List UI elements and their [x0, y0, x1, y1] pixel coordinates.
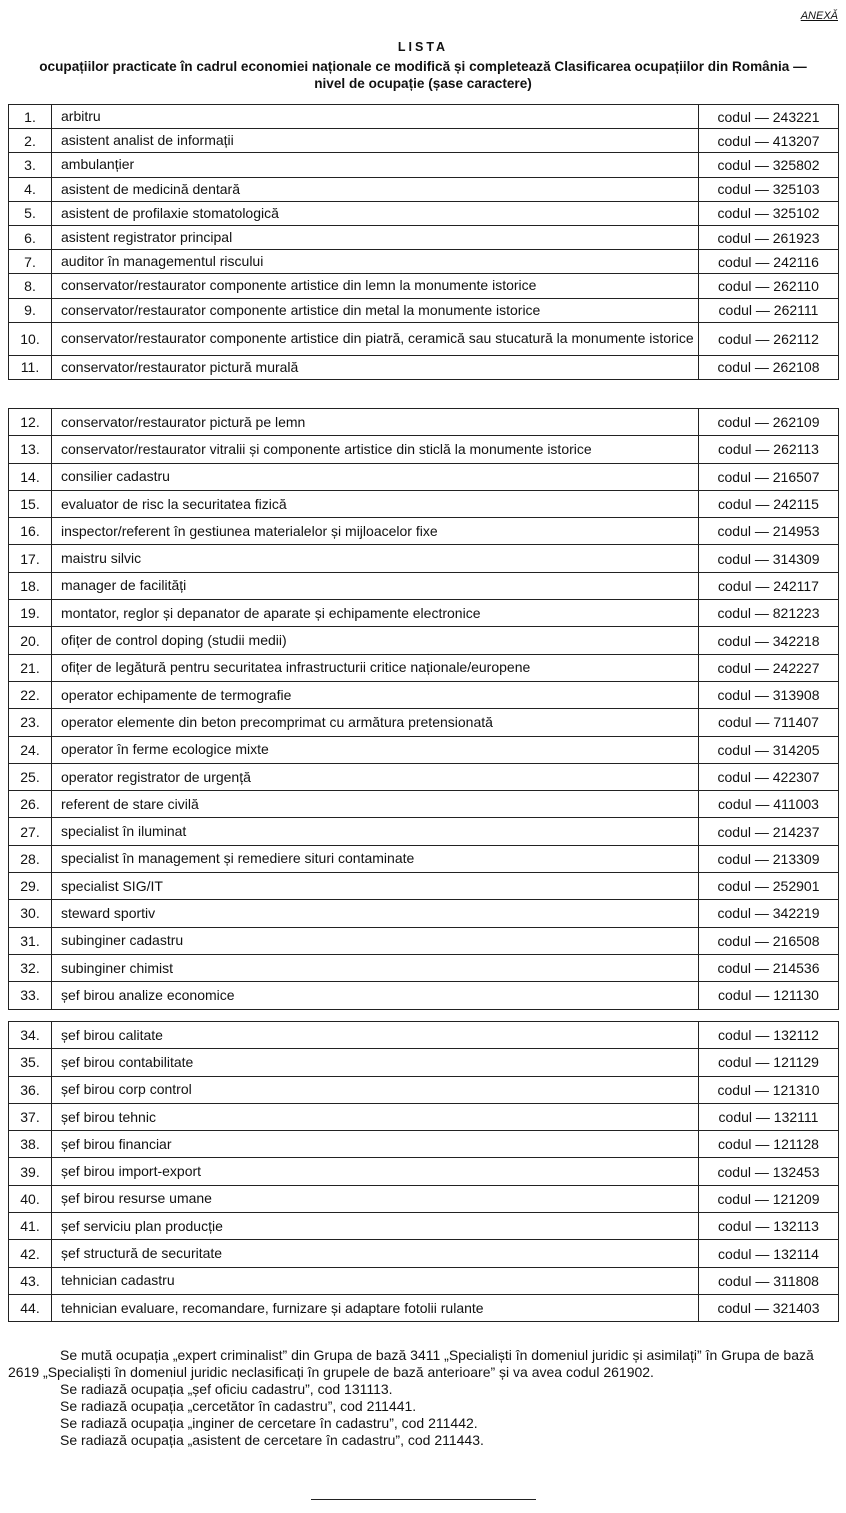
occupation-code: codul — 821223 [699, 600, 839, 627]
occupation-code: codul — 214953 [699, 518, 839, 545]
table-row [9, 572, 839, 599]
table-row [9, 463, 839, 490]
occupation-code: codul — 243221 [699, 105, 839, 129]
table-row [9, 982, 839, 1009]
table-row [9, 490, 839, 517]
amendment-notes [8, 1347, 840, 1449]
occupation-code: codul — 422307 [699, 763, 839, 790]
occupation-code: codul — 321403 [699, 1294, 839, 1321]
occupation-name: asistent registrator principal [52, 225, 699, 249]
occupation-code: codul — 132112 [699, 1022, 839, 1049]
occupation-code: codul — 214536 [699, 954, 839, 981]
row-number: 29. [9, 873, 52, 900]
occupation-name: operator elemente din beton precomprimat cu armătura pretensionată [52, 709, 699, 736]
occupation-name: conservator/restaurator componente artistice din piatră, ceramică sau stucatură la monumente istorice [52, 322, 699, 355]
occupation-code: codul — 216507 [699, 463, 839, 490]
occupation-name: evaluator de risc la securitatea fizică [52, 490, 699, 517]
occupation-code: codul — 262110 [699, 274, 839, 298]
row-number: 5. [9, 201, 52, 225]
table-row [9, 409, 839, 436]
table-row [9, 105, 839, 129]
note-removal: Se radiază ocupația „șef oficiu cadastru”, cod 131113. [60, 1381, 393, 1397]
table-row [9, 1103, 839, 1130]
occupation-code: codul — 252901 [699, 873, 839, 900]
occupation-name: conservator/restaurator vitralii și componente artistice din sticlă la monumente istorice [52, 436, 699, 463]
table-row [9, 1240, 839, 1267]
occupation-code: codul — 411003 [699, 791, 839, 818]
row-number: 11. [9, 355, 52, 379]
row-number: 28. [9, 845, 52, 872]
table-row [9, 600, 839, 627]
occupation-code: codul — 132113 [699, 1213, 839, 1240]
note-move-occupation: Se mută ocupația „expert criminalist” din Grupa de bază 3411 „Specialiști în domeniul juridic și asimilați” în Grupa de bază 2619 „Specialiști în domeniul juridic neclasificați în grupele de bază anterioare” și va avea codul 261902. [8, 1347, 814, 1380]
table-row [9, 1294, 839, 1321]
annex-label: ANEXĂ [800, 10, 838, 22]
occupation-code: codul — 325103 [699, 177, 839, 201]
row-number: 8. [9, 274, 52, 298]
occupations-table-part-1 [8, 104, 839, 380]
document-title: LISTA [397, 40, 449, 54]
occupation-code: codul — 242227 [699, 654, 839, 681]
occupation-name: asistent analist de informații [52, 129, 699, 153]
occupation-name: șef birou calitate [52, 1022, 699, 1049]
row-number: 39. [9, 1158, 52, 1185]
table-row [9, 681, 839, 708]
row-number: 17. [9, 545, 52, 572]
table-row [9, 791, 839, 818]
occupation-name: maistru silvic [52, 545, 699, 572]
row-number: 41. [9, 1213, 52, 1240]
table-row [9, 1022, 839, 1049]
row-number: 7. [9, 250, 52, 274]
row-number: 19. [9, 600, 52, 627]
document-subtitle [6, 58, 840, 92]
table-row [9, 177, 839, 201]
occupations-table-part-3 [8, 1021, 839, 1322]
occupation-code: codul — 242116 [699, 250, 839, 274]
occupation-code: codul — 325802 [699, 153, 839, 177]
row-number: 9. [9, 298, 52, 322]
occupation-code: codul — 121128 [699, 1131, 839, 1158]
table-row [9, 654, 839, 681]
occupation-name: asistent de profilaxie stomatologică [52, 201, 699, 225]
table-row [9, 225, 839, 249]
occupation-code: codul — 242117 [699, 572, 839, 599]
occupation-name: subinginer cadastru [52, 927, 699, 954]
row-number: 26. [9, 791, 52, 818]
occupation-name: referent de stare civilă [52, 791, 699, 818]
table-row [9, 954, 839, 981]
occupation-code: codul — 121130 [699, 982, 839, 1009]
occupation-code: codul — 261923 [699, 225, 839, 249]
occupation-code: codul — 121310 [699, 1076, 839, 1103]
occupation-code: codul — 132453 [699, 1158, 839, 1185]
occupation-name: șef birou corp control [52, 1076, 699, 1103]
row-number: 36. [9, 1076, 52, 1103]
occupation-name: șef birou analize economice [52, 982, 699, 1009]
row-number: 16. [9, 518, 52, 545]
table-row [9, 1158, 839, 1185]
row-number: 14. [9, 463, 52, 490]
table-row [9, 709, 839, 736]
occupation-name: ambulanțier [52, 153, 699, 177]
row-number: 20. [9, 627, 52, 654]
occupation-name: șef birou tehnic [52, 1103, 699, 1130]
note-removal: Se radiază ocupația „asistent de cercetare în cadastru”, cod 211443. [60, 1432, 484, 1448]
row-number: 38. [9, 1131, 52, 1158]
occupation-code: codul — 262111 [699, 298, 839, 322]
occupation-code: codul — 132111 [699, 1103, 839, 1130]
table-row [9, 763, 839, 790]
occupation-code: codul — 121129 [699, 1049, 839, 1076]
row-number: 31. [9, 927, 52, 954]
table-row [9, 518, 839, 545]
occupation-name: șef structură de securitate [52, 1240, 699, 1267]
occupation-name: steward sportiv [52, 900, 699, 927]
occupation-name: arbitru [52, 105, 699, 129]
occupation-code: codul — 314205 [699, 736, 839, 763]
occupation-code: codul — 262109 [699, 409, 839, 436]
row-number: 32. [9, 954, 52, 981]
occupation-name: subinginer chimist [52, 954, 699, 981]
occupation-name: specialist în management și remediere situri contaminate [52, 845, 699, 872]
occupation-code: codul — 214237 [699, 818, 839, 845]
table-row [9, 545, 839, 572]
occupation-name: tehnician evaluare, recomandare, furnizare și adaptare fotolii rulante [52, 1294, 699, 1321]
occupation-name: specialist în iluminat [52, 818, 699, 845]
row-number: 24. [9, 736, 52, 763]
row-number: 21. [9, 654, 52, 681]
row-number: 44. [9, 1294, 52, 1321]
occupation-code: codul — 213309 [699, 845, 839, 872]
occupation-name: conservator/restaurator pictură pe lemn [52, 409, 699, 436]
end-of-document-divider [311, 1499, 536, 1500]
row-number: 15. [9, 490, 52, 517]
occupation-name: tehnician cadastru [52, 1267, 699, 1294]
occupation-code: codul — 413207 [699, 129, 839, 153]
occupation-name: ofițer de control doping (studii medii) [52, 627, 699, 654]
occupation-name: șef birou resurse umane [52, 1185, 699, 1212]
table-row [9, 274, 839, 298]
table-row [9, 298, 839, 322]
row-number: 10. [9, 322, 52, 355]
table-row [9, 153, 839, 177]
table-row [9, 1213, 839, 1240]
occupation-name: șef birou contabilitate [52, 1049, 699, 1076]
occupation-name: șef serviciu plan producție [52, 1213, 699, 1240]
row-number: 22. [9, 681, 52, 708]
occupation-code: codul — 314309 [699, 545, 839, 572]
occupation-code: codul — 121209 [699, 1185, 839, 1212]
row-number: 33. [9, 982, 52, 1009]
occupation-code: codul — 262108 [699, 355, 839, 379]
occupation-code: codul — 342219 [699, 900, 839, 927]
occupation-name: conservator/restaurator componente artistice din lemn la monumente istorice [52, 274, 699, 298]
occupation-name: asistent de medicină dentară [52, 177, 699, 201]
row-number: 43. [9, 1267, 52, 1294]
row-number: 18. [9, 572, 52, 599]
table-row [9, 322, 839, 355]
occupation-code: codul — 711407 [699, 709, 839, 736]
table-row [9, 1049, 839, 1076]
row-number: 40. [9, 1185, 52, 1212]
row-number: 1. [9, 105, 52, 129]
occupation-code: codul — 242115 [699, 490, 839, 517]
occupation-code: codul — 342218 [699, 627, 839, 654]
table-row [9, 818, 839, 845]
note-removal: Se radiază ocupația „cercetător în cadastru”, cod 211441. [60, 1398, 417, 1414]
table-row [9, 201, 839, 225]
occupation-name: manager de facilități [52, 572, 699, 599]
table-row [9, 355, 839, 379]
subtitle-line-2: nivel de ocupație (șase caractere) [314, 76, 532, 91]
occupation-code: codul — 325102 [699, 201, 839, 225]
note-removal: Se radiază ocupația „inginer de cercetare în cadastru”, cod 211442. [60, 1415, 478, 1431]
occupation-code: codul — 313908 [699, 681, 839, 708]
row-number: 13. [9, 436, 52, 463]
row-number: 42. [9, 1240, 52, 1267]
occupation-name: auditor în managementul riscului [52, 250, 699, 274]
table-row [9, 736, 839, 763]
table-row [9, 873, 839, 900]
row-number: 30. [9, 900, 52, 927]
occupation-name: operator în ferme ecologice mixte [52, 736, 699, 763]
row-number: 12. [9, 409, 52, 436]
occupation-name: specialist SIG/IT [52, 873, 699, 900]
table-row [9, 1185, 839, 1212]
occupation-name: șef birou import-export [52, 1158, 699, 1185]
table-row [9, 1131, 839, 1158]
occupation-name: montator, reglor și depanator de aparate și echipamente electronice [52, 600, 699, 627]
table-row [9, 436, 839, 463]
row-number: 25. [9, 763, 52, 790]
occupation-code: codul — 132114 [699, 1240, 839, 1267]
table-row [9, 627, 839, 654]
row-number: 35. [9, 1049, 52, 1076]
row-number: 27. [9, 818, 52, 845]
occupation-name: operator registrator de urgență [52, 763, 699, 790]
occupation-name: conservator/restaurator componente artistice din metal la monumente istorice [52, 298, 699, 322]
occupation-name: inspector/referent în gestiunea materialelor și mijloacelor fixe [52, 518, 699, 545]
row-number: 6. [9, 225, 52, 249]
occupation-name: operator echipamente de termografie [52, 681, 699, 708]
subtitle-line-1: ocupațiilor practicate în cadrul economiei naționale ce modifică și completează Clasificarea ocupațiilor din România — [39, 59, 807, 74]
occupation-code: codul — 262112 [699, 322, 839, 355]
row-number: 34. [9, 1022, 52, 1049]
occupation-name: șef birou financiar [52, 1131, 699, 1158]
occupation-code: codul — 262113 [699, 436, 839, 463]
occupation-name: ofițer de legătură pentru securitatea infrastructurii critice naționale/europene [52, 654, 699, 681]
row-number: 23. [9, 709, 52, 736]
occupation-name: conservator/restaurator pictură murală [52, 355, 699, 379]
row-number: 3. [9, 153, 52, 177]
row-number: 2. [9, 129, 52, 153]
occupations-table-part-2 [8, 408, 839, 1010]
table-row [9, 1267, 839, 1294]
occupation-code: codul — 311808 [699, 1267, 839, 1294]
table-row [9, 900, 839, 927]
occupation-name: consilier cadastru [52, 463, 699, 490]
occupation-code: codul — 216508 [699, 927, 839, 954]
row-number: 4. [9, 177, 52, 201]
table-row [9, 250, 839, 274]
table-row [9, 129, 839, 153]
table-row [9, 1076, 839, 1103]
row-number: 37. [9, 1103, 52, 1130]
table-row [9, 845, 839, 872]
table-row [9, 927, 839, 954]
